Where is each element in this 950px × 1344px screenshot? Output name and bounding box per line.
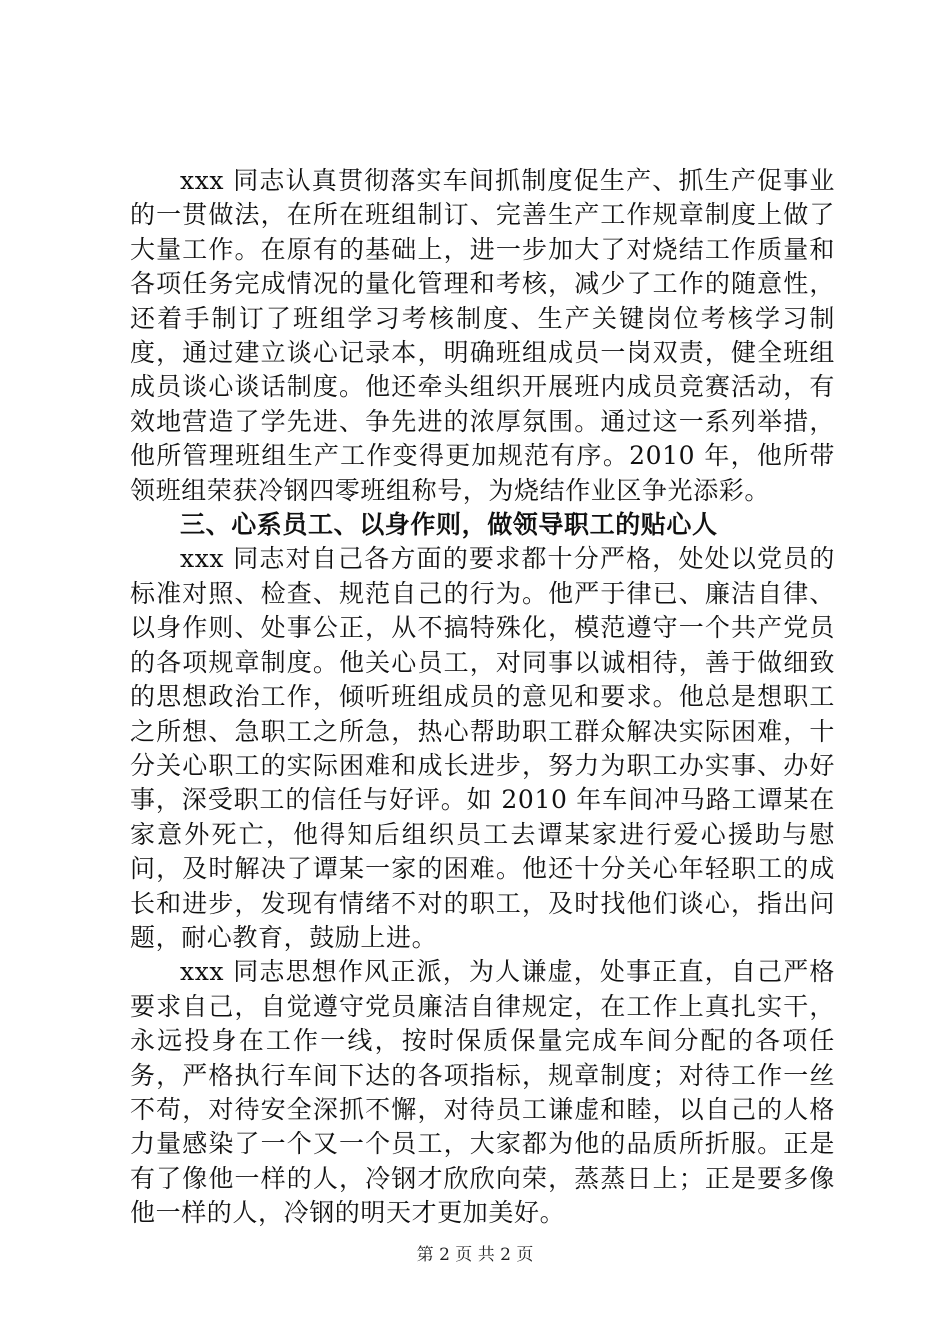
document-body [130, 164, 835, 1231]
paragraph-care-for-employees: xxx 同志对自己各方面的要求都十分严格，处处以党员的标准对照、检查、规范自己的行为。他严于律已、廉洁自律、以身作则、处事公正，从不搞特殊化，模范遵守一个共产党员的各项规章制度。他关心员工，对同事以诚相待，善于做细致的思想政治工作，倾听班组成员的意见和要求。他总是想职工之所想、急职工之所急，热心帮助职工群众解决实际困难，十分关心职工的实际困难和成长进步，努力为职工办实事、办好事，深受职工的信任与好评。如 2010 年车间冲马路工谭某在家意外死亡，他得知后组织员工去谭某家进行爱心援助与慰问，及时解决了谭某一家的困难。他还十分关心年轻职工的成长和进步，发现有情绪不对的职工，及时找他们谈心，指出问题，耐心教育，鼓励上进。 [130, 544, 835, 952]
page-number-footer: 第 2 页 共 2 页 [416, 1245, 534, 1265]
section-heading: 三、心系员工、以身作则，做领导职工的贴心人 [180, 510, 718, 540]
paragraph-workshop-system: xxx 同志认真贯彻落实车间抓制度促生产、抓生产促事业的一贯做法，在所在班组制订、完善生产工作规章制度上做了大量工作。在原有的基础上，进一步加大了对烧结工作质量和各项任务完成情况的量化管理和考核，减少了工作的随意性，还着手制订了班组学习考核制度、生产关键岗位考核学习制度，通过建立谈心记录本，明确班组成员一岗双责，健全班组成员谈心谈话制度。他还牵头组织开展班内成员竞赛活动，有效地营造了学先进、争先进的浓厚氛围。通过这一系列举措，他所管理班组生产工作变得更加规范有序。2010 年，他所带领班组荣获冷钢四零班组称号，为烧结作业区争光添彩。 [130, 166, 835, 505]
paragraph-work-style: xxx 同志思想作风正派，为人谦虚，处事正直，自己严格要求自己，自觉遵守党员廉洁自律规定，在工作上真扎实干，永远投身在工作一线，按时保质保量完成车间分配的各项任务，严格执行车间下达的各项指标，规章制度；对待工作一丝不苟，对待安全深抓不懈，对待员工谦虚和睦，以自己的人格力量感染了一个又一个员工，大家都为他的品质所折服。正是有了像他一样的人，冷钢才欣欣向荣，蒸蒸日上；正是要多像他一样的人，冷钢的明天才更加美好。 [130, 957, 835, 1228]
